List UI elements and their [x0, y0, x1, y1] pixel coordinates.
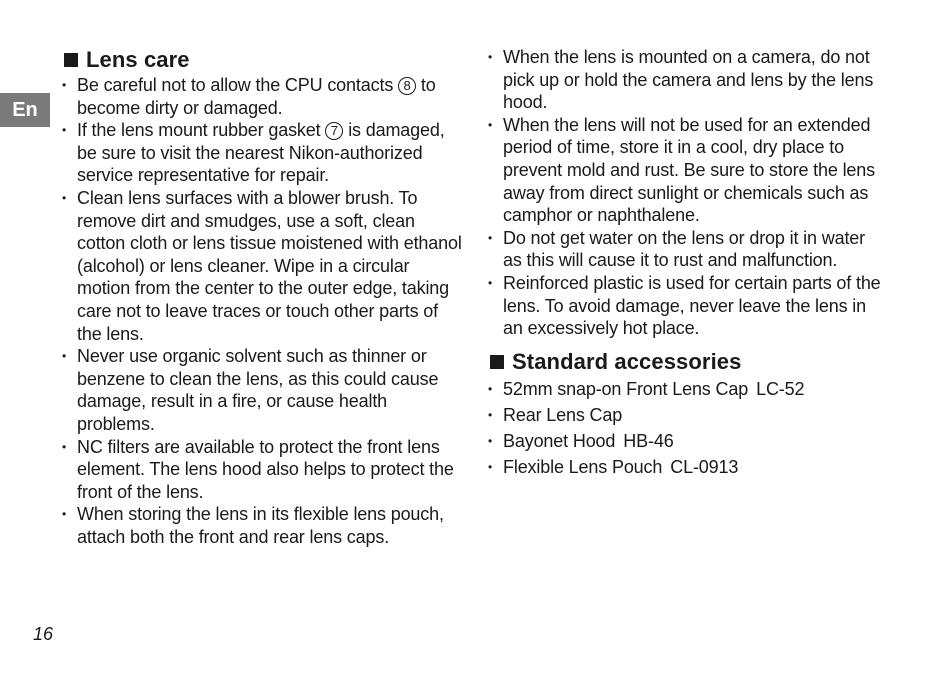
language-tab: En: [0, 93, 50, 127]
accessories-title: Standard accessories: [512, 348, 742, 374]
list-item: • 52mm snap-on Front Lens Cap LC-52: [488, 376, 888, 402]
right-column: [488, 46, 888, 480]
accessories-heading: [488, 348, 888, 376]
left-column: [62, 46, 462, 548]
list-item: • Never use organic solvent such as thinner or benzene to clean the lens, as this could cause damage, result in a fire, or cause health problems.: [62, 345, 462, 435]
lens-care-list-right: [488, 46, 888, 340]
list-item: • Reinforced plastic is used for certain parts of the lens. To avoid damage, never leave the lens in an excessively hot place.: [488, 272, 888, 340]
circled-number: 7: [325, 122, 343, 140]
square-bullet-icon: [64, 53, 78, 67]
list-item: • Be careful not to allow the CPU contacts 8 to become dirty or damaged.: [62, 74, 462, 119]
product-code: CL-0913: [670, 456, 739, 477]
list-item: • NC filters are available to protect the front lens element. The lens hood also helps to protect the front of the lens.: [62, 436, 462, 504]
lens-care-heading: [62, 46, 462, 74]
product-code: HB-46: [623, 430, 674, 451]
circled-number: 8: [398, 77, 416, 95]
product-code: LC-52: [756, 378, 805, 399]
accessories-list: [488, 376, 888, 480]
list-item: • When storing the lens in its flexible lens pouch, attach both the front and rear lens caps.: [62, 503, 462, 548]
list-item: • Bayonet Hood HB-46: [488, 428, 888, 454]
lens-care-title: Lens care: [86, 47, 190, 72]
list-item: • Clean lens surfaces with a blower brush. To remove dirt and smudges, use a soft, clean cotton cloth or lens tissue moistened with ethanol (alcohol) or lens cleaner. Wipe in a circular motion from the center to the outer edge, taking care not to leave traces or touch other parts of the lens.: [62, 187, 462, 345]
list-item: • Rear Lens Cap: [488, 402, 888, 428]
lens-care-list-left: [62, 74, 462, 548]
list-item: • Do not get water on the lens or drop it in water as this will cause it to rust and malfunction.: [488, 227, 888, 272]
square-bullet-icon: [490, 355, 504, 369]
list-item: • Flexible Lens Pouch CL-0913: [488, 454, 888, 480]
page-number: 16: [33, 624, 54, 644]
list-item: • If the lens mount rubber gasket 7 is damaged, be sure to visit the nearest Nikon-authorized service representative for repair.: [62, 119, 462, 187]
list-item: • When the lens will not be used for an extended period of time, store it in a cool, dry place to prevent mold and rust. Be sure to store the lens away from direct sunlight or chemicals such as camphor or naphthalene.: [488, 114, 888, 227]
list-item: • When the lens is mounted on a camera, do not pick up or hold the camera and lens by the lens hood.: [488, 46, 888, 114]
